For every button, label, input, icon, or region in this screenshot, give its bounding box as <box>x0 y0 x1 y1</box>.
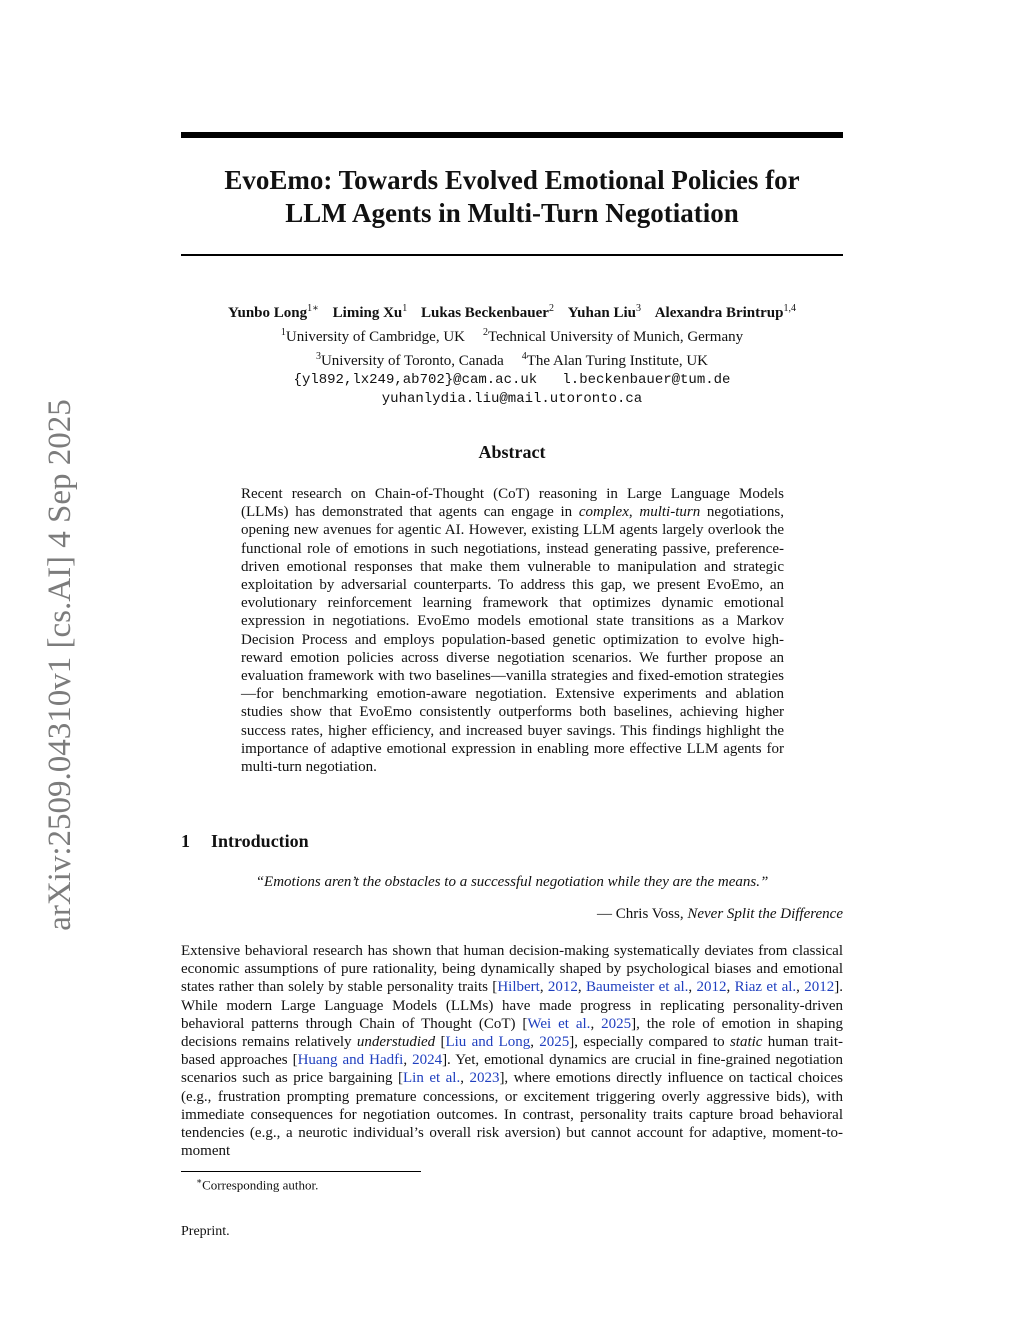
citation-link[interactable]: 2012 <box>696 979 727 996</box>
section-heading-introduction <box>181 831 309 852</box>
author: Yuhan Liu$^3$ <box>567 303 641 321</box>
email-line-1 <box>181 371 843 390</box>
preprint-label: Preprint. <box>181 1224 230 1239</box>
arxiv-identifier: arXiv:2509.04310v1 [cs.AI] 4 Sep 2025 <box>42 399 78 931</box>
author: Lukas Beckenbauer$^2$ <box>421 303 554 321</box>
author-names <box>181 299 843 323</box>
author-block <box>181 299 843 409</box>
affiliation-line-2: $^3$University of Toronto, Canada $^4$The Alan Turing Institute, UK <box>315 351 709 369</box>
email-line-2: yuhanlydia.liu@mail.utoronto.ca <box>381 391 643 407</box>
section-title: Introduction <box>211 831 309 851</box>
citation-link[interactable]: 2024 <box>412 1052 443 1069</box>
email-tum: l.beckenbauer@tum.de <box>562 372 731 388</box>
section-number: 1 <box>181 831 190 851</box>
abstract-text: Recent research on Chain-of-Thought (CoT) reasoning in Large Language Models (LLMs) has demonstrated that agents can engage in complex, multi-turn negotiations, opening new avenues for agentic AI. However, existing LLM agents largely overlook the functional role of emotions in such negotiations, instead generating passive, preference-driven emotional responses that make them vulnerable to manipulation and strategic exploitation by adversarial counterparts. To address this gap, we present EvoEmo, an evolutionary reinforcement learning framework that optimizes dynamic emotional expression in negotiations. EvoEmo models emotional state transitions as a Markov Decision Process and employs population-based genetic optimization to evolve high-reward emotion policies across diverse negotiation scenarios. We further propose an evaluation framework with two baselines—vanilla strategies and fixed-emotion strategies—for benchmarking emotion-aware negotiation. Extensive experiments and ablation studies show that EvoEmo consistently outperforms both baselines, achieving higher success rates, higher efficiency, and increased buyer savings. This findings highlight the importance of adaptive emotional expression in enabling more effective LLM agents for multi-turn negotiation. <box>241 486 785 776</box>
title-line-2: LLM Agents in Multi-Turn Negotiation <box>285 198 739 228</box>
author: Alexandra Brintrup$^{1,4}$ <box>654 303 796 321</box>
citation-link[interactable]: Riaz et al. <box>734 979 797 996</box>
paper-title <box>181 164 843 230</box>
title-line-1: EvoEmo: Towards Evolved Emotional Policies for <box>224 165 800 195</box>
footnote-rule <box>181 1171 421 1172</box>
citation-link[interactable]: 2012 <box>547 979 578 996</box>
footnote: ∗Corresponding author. <box>196 1176 319 1193</box>
abstract-heading: Abstract <box>478 442 546 462</box>
epigraph-quote: “Emotions aren’t the obstacles to a successful negotiation while they are the means.” <box>255 874 769 890</box>
title-bottom-rule <box>181 254 843 256</box>
introduction-paragraph: Extensive behavioral research has shown that human decision-making systematically deviates from classical economic assumptions of pure rationality, being dynamically shaped by psychological biases and emotional states rather than solely by stable personality traits [Hilbert, 2012, Baumeister et al., 2012, Riaz et al., 2012]. While modern Large Language Models (LLMs) have made progress in replicating personality-driven behavioral patterns through Chain of Thought (CoT) [Wei et al., 2025], the role of emotion in shaping decisions remains relatively understudied [Liu and Long, 2025], especially compared to static human trait-based approaches [Huang and Hadfi, 2024]. Yet, emotional dynamics are crucial in fine-grained negotiation scenarios such as price bargaining [Lin et al., 2023], where emotions directly influence on tactical choices (e.g., frustration prompting premature concessions, or excitement triggering overly aggressive bids), with immediate consequences for negotiation outcomes. In contrast, personality traits capture broad behavioral tendencies (e.g., a neurotic individual’s overall risk aversion) but cannot account for adaptive, moment-to-moment <box>181 943 844 1160</box>
citation-link[interactable]: 2025 <box>601 1015 632 1032</box>
citation-link[interactable]: Hilbert <box>497 979 540 996</box>
citation-link[interactable]: Huang and Hadfi <box>297 1052 404 1069</box>
citation-link[interactable]: Wei et al. <box>527 1015 591 1032</box>
author: Liming Xu$^1$ <box>332 303 408 321</box>
email-cambridge: {yl892,lx249,ab702}@cam.ac.uk <box>293 372 538 388</box>
title-top-rule <box>181 132 843 138</box>
affiliation-line-1: $^1$University of Cambridge, UK $^2$Technical University of Munich, Germany <box>280 327 744 345</box>
citation-link[interactable]: 2023 <box>469 1070 500 1087</box>
citation-link[interactable]: Liu and Long <box>445 1034 531 1051</box>
citation-link[interactable]: 2012 <box>804 979 835 996</box>
citation-link[interactable]: Baumeister et al. <box>586 979 689 996</box>
citation-link[interactable]: 2025 <box>539 1034 570 1051</box>
citation-link[interactable]: Lin et al. <box>403 1070 461 1087</box>
epigraph-attribution: — Chris Voss, Never Split the Difference <box>597 906 843 922</box>
author: Yunbo Long$^{1∗}$ <box>228 303 319 321</box>
